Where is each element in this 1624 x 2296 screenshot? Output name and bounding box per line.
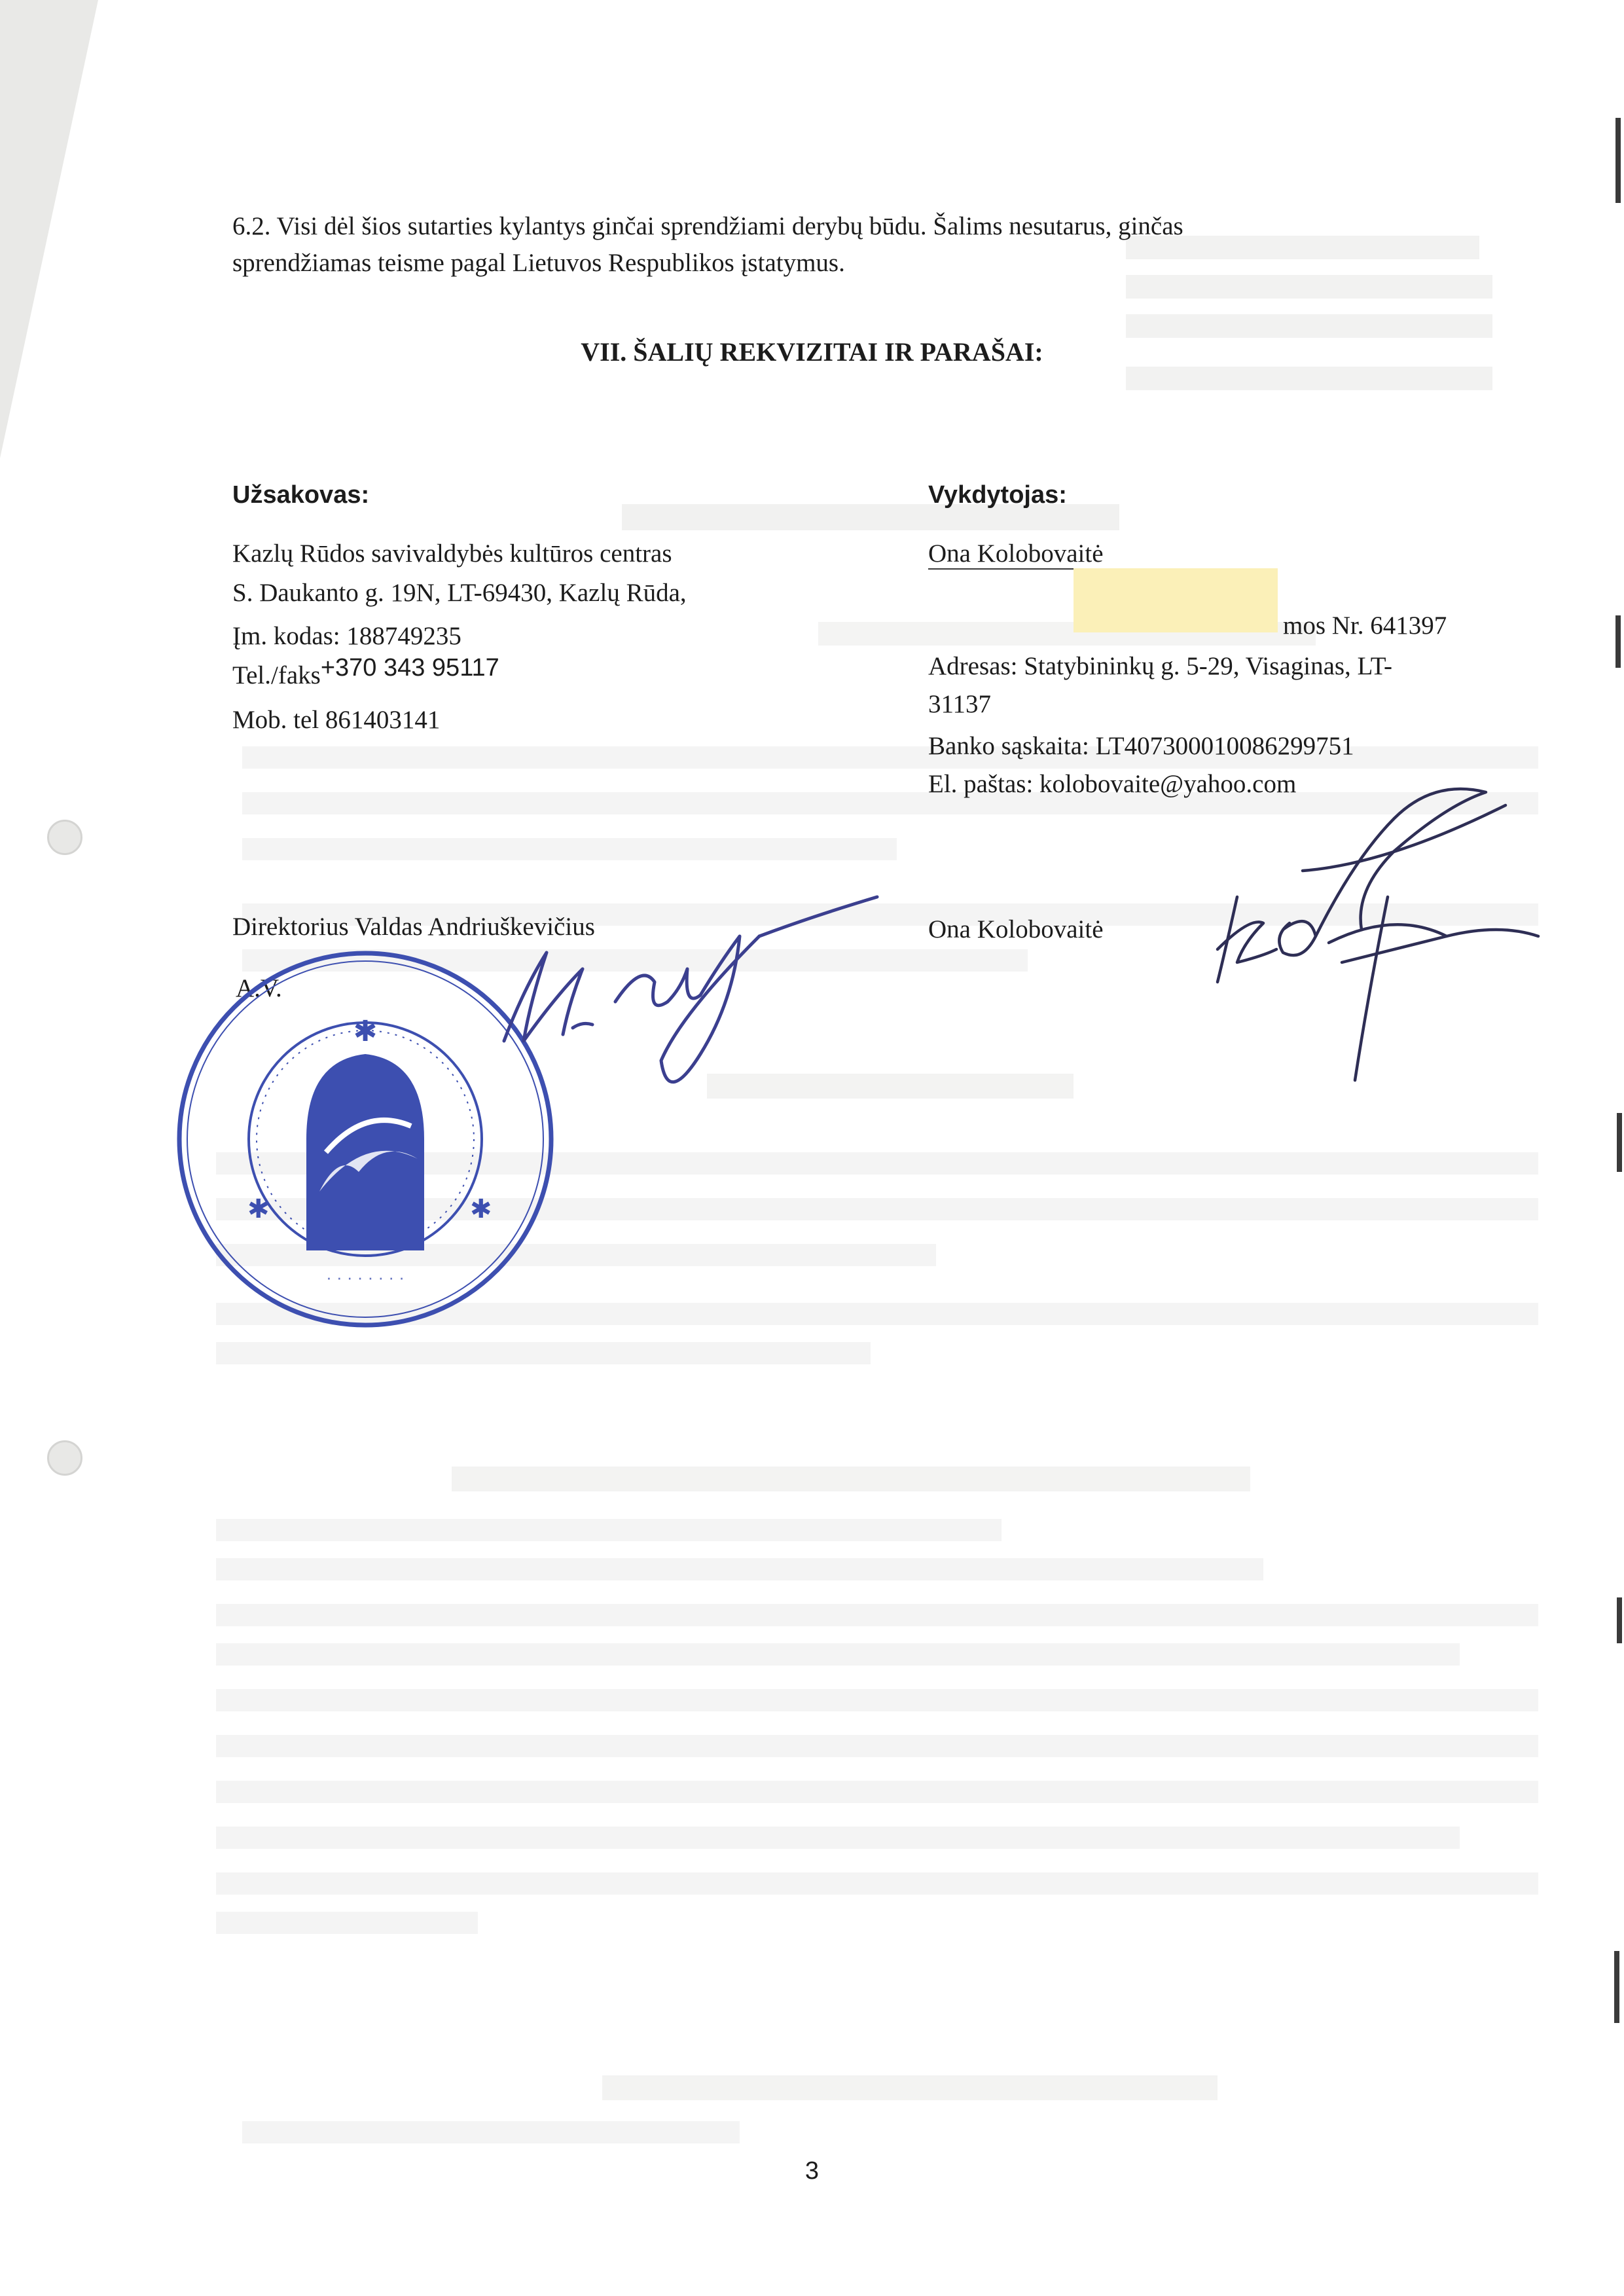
contractor-bank-account: Banko sąskaita: LT407300010086299751 (928, 732, 1354, 760)
contractor-address-line1: Adresas: Statybininkų g. 5-29, Visaginas, LT- (928, 652, 1393, 680)
contractor-email: El. paštas: kolobovaite@yahoo.com (928, 770, 1297, 798)
clause-6-2-line2: sprendžiamas teisme pagal Lietuvos Respublikos įstatymus. (232, 249, 845, 277)
customer-phone-value: +370 343 95117 (320, 654, 499, 682)
clause-6-2-line1: 6.2. Visi dėl šios sutarties kylantys ginčai sprendžiami derybų būdu. Šalims nesutarus, ginčas (232, 212, 1183, 240)
contractor-certificate: mos Nr. 641397 (1283, 611, 1447, 640)
customer-heading: Užsakovas: (232, 481, 370, 509)
svg-text:✱: ✱ (247, 1195, 270, 1224)
contractor-signatory: Ona Kolobovaitė (928, 915, 1104, 943)
page-number: 3 (804, 2157, 820, 2185)
customer-address: S. Daukanto g. 19N, LT-69430, Kazlų Rūda, (232, 579, 687, 607)
punch-hole-top (47, 820, 82, 855)
folded-corner (0, 0, 98, 458)
clause-6-2 (232, 208, 1502, 282)
svg-text:· · · · · · · ·: · · · · · · · · (326, 1267, 405, 1287)
customer-company-code: Įm. kodas: 188749235 (232, 622, 461, 650)
svg-text:✱: ✱ (470, 1195, 492, 1224)
customer-signature-icon (484, 890, 903, 1093)
customer-mobile: Mob. tel 861403141 (232, 706, 441, 734)
redaction-highlight (1074, 568, 1278, 632)
contractor-address-line2: 31137 (928, 690, 992, 718)
customer-signatory: Direktorius Valdas Andriuškevičius (232, 913, 595, 941)
contractor-heading: Vykdytojas: (928, 481, 1067, 509)
contractor-signature-icon (1198, 779, 1551, 1087)
contractor-name: Ona Kolobovaitė (928, 539, 1104, 568)
svg-text:✱: ✱ (353, 1015, 378, 1048)
customer-name: Kazlų Rūdos savivaldybės kultūros centras (232, 539, 672, 568)
stamp-mark: A.V. (236, 974, 282, 1002)
customer-phone (232, 654, 499, 694)
punch-hole-bottom (47, 1440, 82, 1476)
section-title: VII. ŠALIŲ REKVIZITAI IR PARAŠAI: (581, 337, 1043, 367)
customer-phone-label: Tel./faks (232, 661, 321, 689)
